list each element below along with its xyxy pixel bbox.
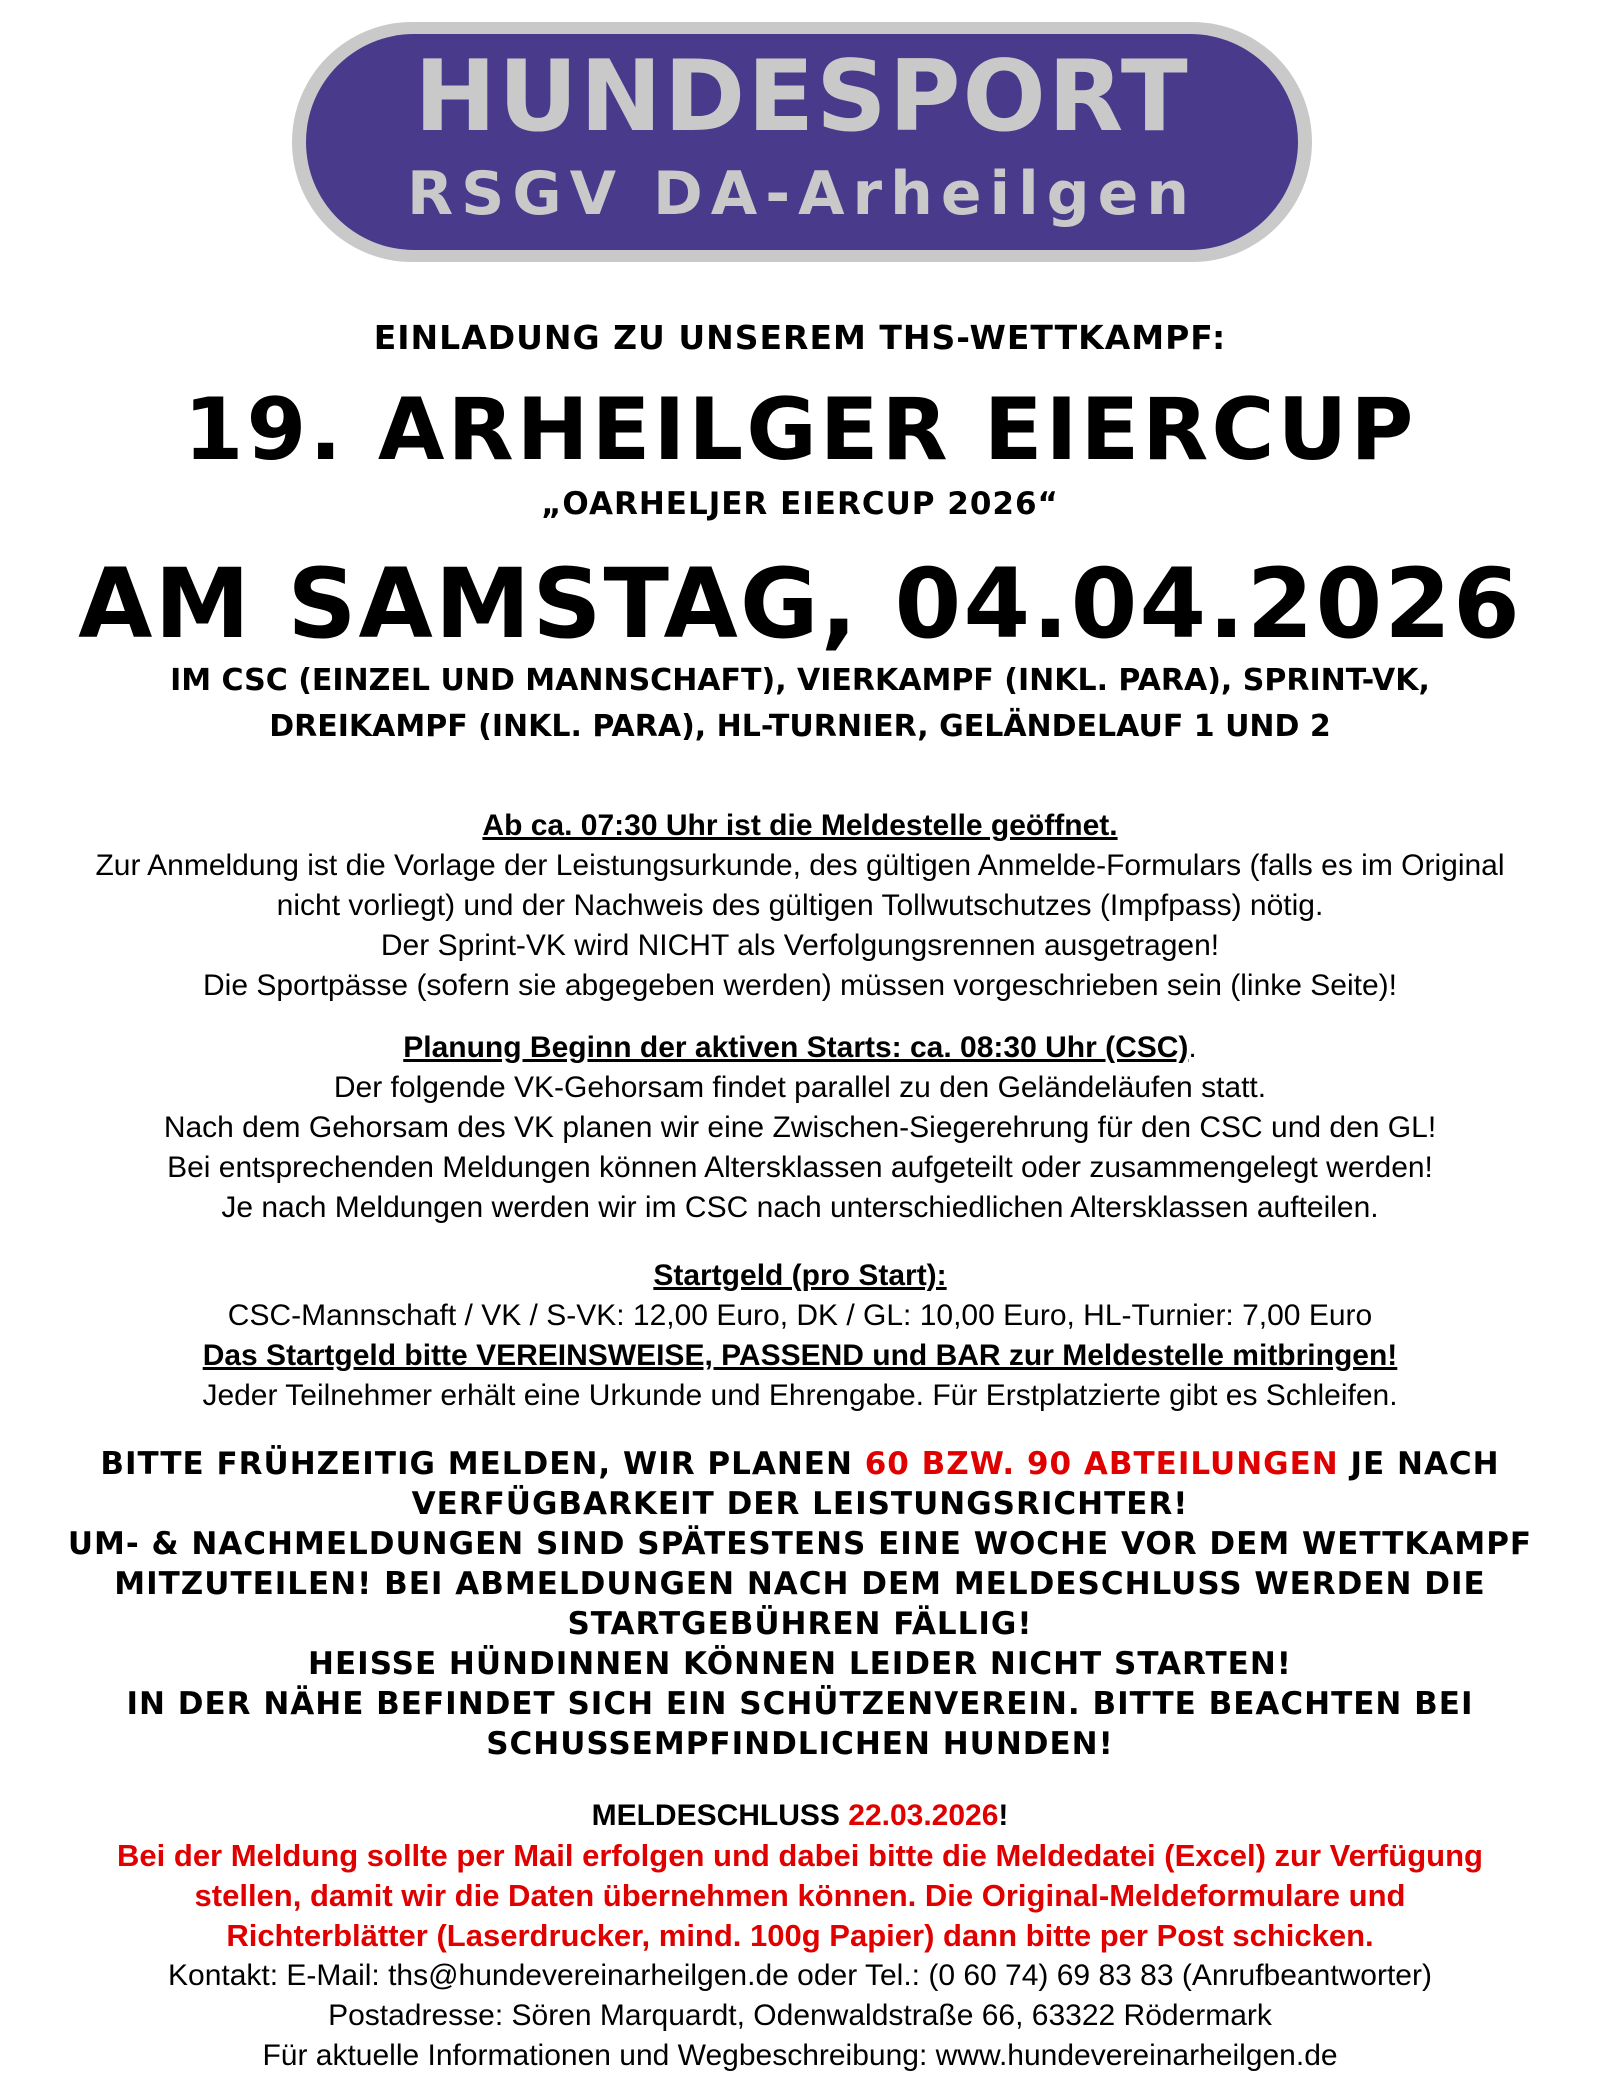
notice-line-7: IN DER NÄHE BEFINDET SICH EIN SCHÜTZENVEREIN. BITTE BEACHTEN BEI bbox=[126, 1686, 1474, 1722]
deadline-date: 22.03.2026 bbox=[848, 1799, 999, 1832]
registration-heading: Ab ca. 07:30 Uhr ist die Meldestelle geöffnet. bbox=[482, 809, 1118, 842]
classes-line-1: IM CSC (EINZEL UND MANNSCHAFT), VIERKAMPF (INKL. PARA), SPRINT-VK, bbox=[170, 663, 1430, 698]
schedule-line-3: Bei entsprechenden Meldungen können Altersklassen aufgeteilt oder zusammengelegt werden! bbox=[167, 1151, 1433, 1184]
notice-line-1-a: BITTE FRÜHZEITIG MELDEN, WIR PLANEN bbox=[100, 1446, 865, 1482]
registration-line-2: nicht vorliegt) und der Nachweis des gültigen Tollwutschutzes (Impfpass) nötig. bbox=[276, 889, 1324, 922]
deadline-line bbox=[0, 1796, 1600, 1836]
schedule-line-1: Der folgende VK-Gehorsam findet parallel zu den Geländeläufen statt. bbox=[333, 1071, 1267, 1104]
schedule-line-4: Je nach Meldungen werden wir im CSC nach unterschiedlichen Altersklassen aufteilen. bbox=[221, 1191, 1379, 1224]
logo-title: HUNDESPORT bbox=[414, 40, 1190, 154]
mail-line-1: Bei der Meldung sollte per Mail erfolgen und dabei bitte die Meldedatei (Excel) zur Verfügung bbox=[117, 1838, 1483, 1873]
info-line: Für aktuelle Informationen und Wegbeschreibung: www.hundevereinarheilgen.de bbox=[262, 2039, 1338, 2072]
notice-section bbox=[0, 1444, 1600, 1764]
fees-line-3: Jeder Teilnehmer erhält eine Urkunde und Ehrengabe. Für Erstplatzierte gibt es Schleifen. bbox=[202, 1379, 1398, 1412]
notice-line-5: STARTGEBÜHREN FÄLLIG! bbox=[567, 1606, 1033, 1642]
fees-line-1: CSC-Mannschaft / VK / S-VK: 12,00 Euro, DK / GL: 10,00 Euro, HL-Turnier: 7,00 Euro bbox=[227, 1299, 1373, 1332]
registration-line-3: Der Sprint-VK wird NICHT als Verfolgungsrennen ausgetragen! bbox=[380, 929, 1220, 962]
notice-line-1 bbox=[0, 1444, 1600, 1484]
schedule-heading: Planung Beginn der aktiven Starts: ca. 08:30 Uhr (CSC) bbox=[403, 1031, 1189, 1064]
classes-line-2: DREIKAMPF (INKL. PARA), HL-TURNIER, GELÄNDELAUF 1 UND 2 bbox=[269, 709, 1331, 744]
fees-heading: Startgeld (pro Start): bbox=[653, 1259, 947, 1292]
fees-section bbox=[0, 1256, 1600, 1416]
invitation-line: EINLADUNG ZU UNSEREM THS-WETTKAMPF: bbox=[373, 318, 1227, 357]
notice-line-4: MITZUTEILEN! BEI ABMELDUNGEN NACH DEM MELDESCHLUSS WERDEN DIE bbox=[114, 1566, 1486, 1602]
notice-line-2: VERFÜGBARKEIT DER LEISTUNGSRICHTER! bbox=[411, 1486, 1189, 1522]
event-date: AM SAMSTAG, 04.04.2026 bbox=[78, 548, 1522, 660]
registration-line-4: Die Sportpässe (sofern sie abgegeben werden) müssen vorgeschrieben sein (linke Seite)! bbox=[203, 969, 1397, 1002]
mail-line-3: Richterblätter (Laserdrucker, mind. 100g Papier) dann bitte per Post schicken. bbox=[226, 1918, 1374, 1953]
registration-line-1: Zur Anmeldung ist die Vorlage der Leistungsurkunde, des gültigen Anmelde-Formulars (falls es im Original bbox=[95, 849, 1505, 882]
notice-line-1-red: 60 BZW. 90 ABTEILUNGEN bbox=[864, 1446, 1339, 1482]
notice-line-3: UM- & NACHMELDUNGEN SIND SPÄTESTENS EINE WOCHE VOR DEM WETTKAMPF bbox=[67, 1526, 1533, 1562]
deadline-label: MELDESCHLUSS bbox=[591, 1799, 849, 1832]
notice-line-1-b: JE NACH bbox=[1338, 1446, 1500, 1482]
footer-section bbox=[0, 1796, 1600, 2076]
schedule-section bbox=[0, 1028, 1600, 1228]
registration-section bbox=[0, 806, 1600, 1006]
event-classes bbox=[0, 658, 1600, 750]
event-subtitle: „OARHELJER EIERCUP 2026“ bbox=[541, 486, 1059, 522]
club-logo bbox=[292, 22, 1312, 262]
fees-line-2: Das Startgeld bitte VEREINSWEISE, PASSEND und BAR zur Meldestelle mitbringen! bbox=[202, 1339, 1398, 1372]
address-line: Postadresse: Sören Marquardt, Odenwaldstraße 66, 63322 Rödermark bbox=[328, 1999, 1272, 2032]
schedule-heading-row bbox=[0, 1028, 1600, 1068]
event-title: 19. ARHEILGER EIERCUP bbox=[183, 380, 1417, 480]
notice-line-8: SCHUSSEMPFINDLICHEN HUNDEN! bbox=[486, 1726, 1114, 1762]
contact-line: Kontakt: E-Mail: ths@hundevereinarheilgen.de oder Tel.: (0 60 74) 69 83 83 (Anrufbeantworter) bbox=[168, 1959, 1432, 1992]
mail-line-2: stellen, damit wir die Daten übernehmen können. Die Original-Meldeformulare und bbox=[194, 1878, 1406, 1913]
logo-club-name: RSGV DA-Arheilgen bbox=[406, 159, 1198, 229]
deadline-end: ! bbox=[998, 1799, 1009, 1832]
schedule-heading-end: . bbox=[1188, 1031, 1197, 1064]
notice-line-6: HEISSE HÜNDINNEN KÖNNEN LEIDER NICHT STARTEN! bbox=[308, 1646, 1292, 1682]
schedule-line-2: Nach dem Gehorsam des VK planen wir eine Zwischen-Siegerehrung für den CSC und den GL! bbox=[163, 1111, 1437, 1144]
